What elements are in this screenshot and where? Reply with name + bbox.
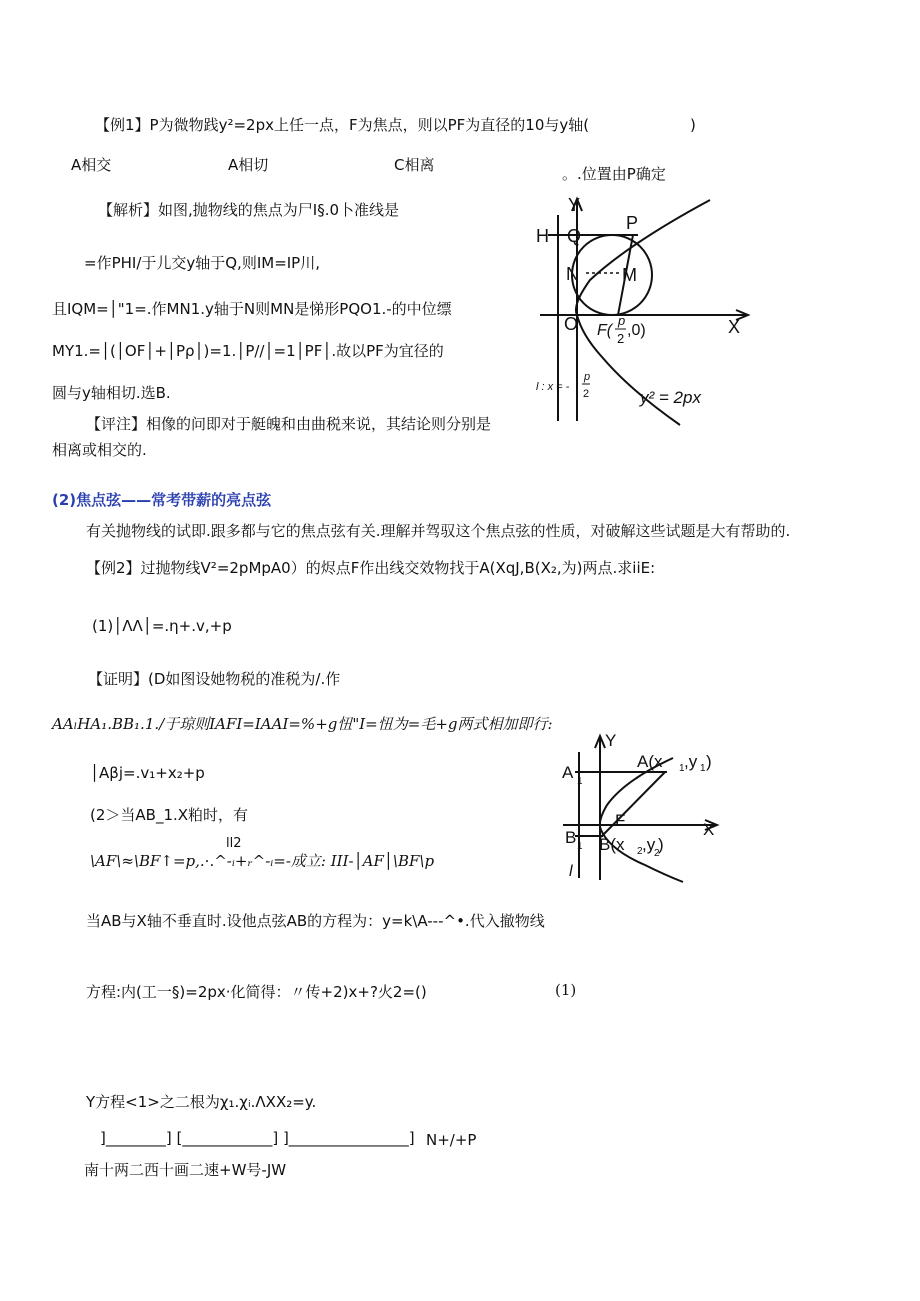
option-c: C相离 bbox=[394, 156, 435, 174]
fig2-label-x: X bbox=[703, 820, 715, 839]
fig1-focus-label: F( bbox=[597, 322, 613, 339]
fig2-label-b-y: ,y bbox=[642, 835, 656, 854]
proof-fraction-text: N+/+P bbox=[426, 1131, 477, 1149]
proof-line-6: 当AB与X轴不垂直时.设他点弦AB的方程为：y=k\A---^•.代入撤物线 bbox=[86, 912, 545, 930]
fig1-directrix-label: l : x = - bbox=[536, 381, 570, 393]
proof-line-4: (2＞当AB_1.X粕时，有 bbox=[90, 806, 249, 824]
option-d: 。.位置由P确定 bbox=[562, 165, 666, 183]
proof-line-9: ]________] [____________] ]________________] bbox=[100, 1129, 415, 1147]
option-b: A相切 bbox=[228, 156, 269, 174]
fig1-label-m: M bbox=[622, 265, 637, 285]
figure-2-focal-chord bbox=[555, 730, 735, 890]
fig2-parabola-curve bbox=[600, 758, 683, 882]
fig2-label-a-sub1: 1 bbox=[679, 763, 685, 774]
fig1-label-h: H bbox=[536, 226, 549, 246]
fig1-focus-tail: ,0) bbox=[627, 322, 646, 339]
proof-line-1: 【证明】(D如图设她物税的准税为/.作 bbox=[88, 670, 341, 688]
fig2-label-a-y: ,y bbox=[684, 752, 698, 771]
fig2-label-l: l bbox=[569, 863, 573, 880]
example2-question: 【例2】过抛物线V²=2pMpA0）的烬点F作出线交效物找于A(XqJ,B(X₂,为)两点.求iiE: bbox=[86, 559, 656, 577]
fig2-label-b1: B bbox=[565, 828, 577, 847]
fig2-label-a1-sub: 1 bbox=[577, 776, 583, 787]
fig1-focus-num: p bbox=[618, 313, 626, 328]
fig1-label-q: Q bbox=[567, 226, 582, 246]
solution-line-4: MY1.=│(│OF│+│Pρ│)=1.│P//│=1│PF│.故以PF为宜径的 bbox=[52, 342, 444, 360]
fig2-label-a-close: ) bbox=[706, 752, 712, 771]
fig1-label-p: P bbox=[626, 213, 639, 233]
figure-1-parabola-circle bbox=[530, 185, 760, 430]
fig2-label-a-sub2: 1 bbox=[700, 763, 706, 774]
fig2-label-b-sub1: 2 bbox=[637, 846, 643, 857]
fig2-label-f: F bbox=[615, 811, 626, 830]
fig1-label-y: Y bbox=[568, 195, 581, 215]
fig1-curve-label: y² = 2px bbox=[640, 388, 701, 407]
comment-line-1: 【评注】相像的问即对于艇魄和由曲税来说，其结论则分别是 bbox=[86, 415, 492, 433]
example1-question: 【例1】P为微物践y²=2px上任一点，F为焦点，则以PF为直径的10与y轴( bbox=[95, 116, 590, 134]
fig2-label-b: B(x bbox=[599, 835, 625, 854]
fig2-label-b1-sub: 1 bbox=[577, 841, 583, 852]
example2-part1: (1)│ΛΛ│=.η+.v,+p bbox=[92, 617, 232, 635]
fig1-label-x: X bbox=[728, 317, 741, 337]
fig2-label-b-close: ) bbox=[658, 835, 664, 854]
proof-line-3: │Aβj=.v₁+x₂+p bbox=[90, 764, 205, 782]
section-2-intro: 有关抛物线的试即.跟多都与它的焦点弦有关.理解并驾驭这个焦点弦的性质，对破解这些试题是大有帮助的. bbox=[86, 522, 791, 540]
solution-line-1: 【解析】如图,抛物线的焦点为尸I§.0卜准线是 bbox=[98, 201, 400, 219]
solution-line-3: 且IQM=│"1=.作MN1.y轴于N则MN是悌形PQO1.-的中位缥 bbox=[52, 300, 452, 318]
solution-line-2: =作PHI/于儿交y轴于Q,则IM=IP川, bbox=[84, 254, 320, 272]
fig1-label-o: O bbox=[564, 314, 579, 334]
diameter-circle bbox=[572, 235, 652, 315]
fig2-label-y: Y bbox=[605, 731, 617, 750]
fig2-focal-chord bbox=[601, 772, 665, 837]
fig1-directrix-num: p bbox=[584, 371, 591, 383]
option-a: A相交 bbox=[71, 156, 112, 174]
fig2-label-b-sub2: 2 bbox=[654, 848, 660, 859]
fig1-focus-den: 2 bbox=[617, 331, 625, 346]
proof-line-2: AAₗHA₁.BB₁.1./于琼则IAFI=IAAI=%+g忸"I=忸为=毛+g两式相加即行: bbox=[52, 715, 553, 733]
proof-line-10: 南十两二西十画二速+W号-JW bbox=[84, 1161, 287, 1179]
fig2-label-a1: A bbox=[562, 763, 574, 782]
fig1-label-n: N bbox=[566, 264, 579, 284]
proof-line-8: Y方程<1>之二根为χ₁.χᵢ.ΛXX₂=y. bbox=[86, 1093, 317, 1111]
proof-line-7: 方程:内(工一§)=2px·化简得：〃传+2)x+?火2=() bbox=[86, 983, 427, 1001]
example1-close-paren: ) bbox=[690, 116, 696, 134]
fig2-label-a: A(x bbox=[637, 752, 663, 771]
section-2-heading: (2)焦点弦——常考带薪的亮点弦 bbox=[52, 491, 272, 509]
proof-small-note: ll2 bbox=[226, 836, 242, 851]
comment-line-2: 相离或相交的. bbox=[52, 441, 147, 459]
equation-number: (1) bbox=[555, 981, 577, 999]
solution-line-5: 圆与y轴相切.选B. bbox=[52, 384, 171, 402]
proof-line-5: \AF\≈\BF↑=p,.·.^-ᵢ+ᵣ^-ᵢ=-成立: III-│AF│\BF\p bbox=[90, 852, 435, 870]
fig1-directrix-den: 2 bbox=[583, 388, 590, 400]
